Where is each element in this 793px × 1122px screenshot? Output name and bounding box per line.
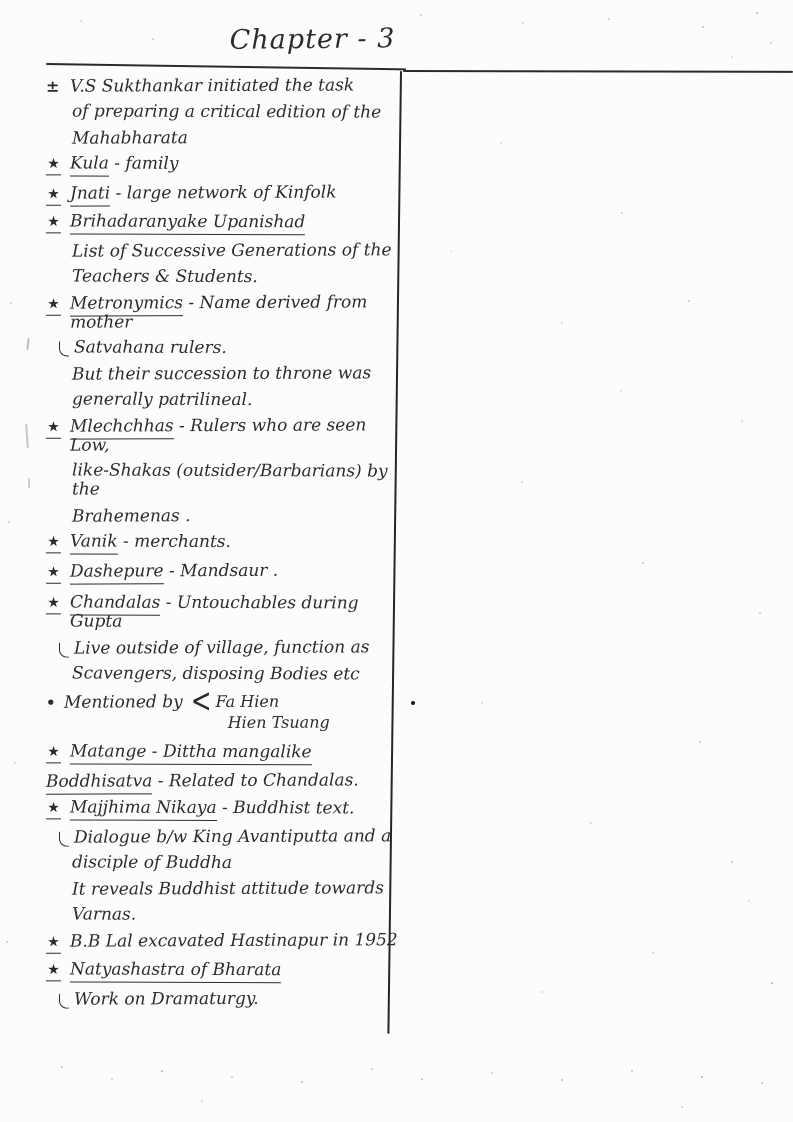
note-text [70,532,231,552]
brace-item: Hien Tsuang [227,712,330,732]
note-line [46,338,404,358]
star-bullet-icon: ★ [46,418,61,439]
note-text [72,390,252,410]
note-text [46,771,359,791]
left-margin-mark [26,338,29,350]
note-line [45,680,404,734]
left-margin-mark [28,478,30,488]
note-text-part: Dialogue b/w King Avantiputta and a [73,826,392,848]
note-term: Metronymics [70,293,183,316]
note-line [46,267,404,287]
note-text [72,664,360,684]
note-line [46,364,404,385]
note-text [70,76,354,96]
note-text-part: Satvahana rulers. [73,337,227,359]
brace-item: Fa Hien [215,691,280,712]
note-text-part: Scavengers, disposing Bodies etc [71,663,360,685]
note-text-part: It reveals Buddhist attitude towards [71,878,384,900]
note-line [46,241,404,262]
note-text [70,154,179,173]
note-text [70,742,312,762]
scan-noise [0,0,2,2]
note-line [46,212,404,235]
note-line [46,102,404,122]
note-line [46,827,404,848]
note-term: Jnati [70,184,110,207]
star-bullet-icon: ★ [46,593,61,614]
note-line [46,561,404,585]
note-line [46,853,404,873]
top-rule-left [46,63,406,70]
note-line [46,461,404,500]
note-text-part: - Untouchables during Gupta [69,592,359,632]
note-term: Brihadaranyake Upanishad [70,211,305,235]
sub-point-hook-icon [59,341,69,356]
note-text [72,461,404,500]
star-bullet-icon: ★ [46,532,61,553]
note-text [70,931,398,951]
note-line [46,506,404,527]
note-line [46,960,404,983]
note-text [74,338,227,358]
star-bullet-icon: ★ [46,563,61,584]
star-bullet-icon: ★ [46,742,61,763]
note-text [70,212,305,232]
note-text-part: disciple of Buddha [71,852,233,874]
note-line [46,664,404,684]
note-text [72,364,371,384]
note-text [72,241,392,261]
note-text [70,293,404,332]
brace-items [216,691,330,733]
note-term: Chandalas [70,592,160,615]
note-text [70,798,355,818]
note-text [64,693,183,713]
note-term: Boddhisatva [46,771,152,794]
note-line [46,154,404,177]
note-text-part: Teachers & Students. [71,266,258,288]
note-text-part: - family [108,153,179,174]
note-line [46,532,404,555]
note-text [72,853,232,873]
plus-minus-bullet-icon: ± [45,76,60,96]
note-text-part: - Buddhist text. [216,797,355,819]
note-text-part: Work on Dramaturgy. [73,988,259,1010]
note-text-part: Varnas. [71,904,137,925]
note-text-part: B.B Lal excavated Hastinapur in 1952 [69,930,398,952]
note-text-part: Mentioned by [63,692,183,713]
star-bullet-icon: ★ [46,212,61,233]
note-text-part: - large network of Kinfolk [110,182,337,204]
note-line [46,771,404,792]
note-text [72,267,258,287]
note-text-part: But their succession to throne was [71,363,372,385]
note-text-part: - Mandsaur . [163,560,279,582]
note-line [46,742,404,765]
note-text-part: - Related to Chandalas. [152,770,359,792]
note-term: Kula [70,153,109,176]
note-text-part: Mahabharata [71,128,188,149]
note-text [72,102,381,122]
note-text-part: - Rulers who are seen Low, [69,415,367,456]
note-text [70,593,404,632]
top-rule-right [403,70,793,73]
note-text-part: like-Shakas (outsider/Barbarians) by the [71,460,388,500]
note-text-part: Brahemenas . [71,506,191,527]
note-line [46,593,404,632]
note-line [46,293,404,333]
note-term: Vanik [70,531,118,554]
star-bullet-icon: ★ [46,185,61,206]
sub-point-hook-icon [59,643,69,658]
note-text [70,960,281,980]
note-line [46,638,404,659]
note-text-part: - Name derived from mother [69,292,368,333]
note-text-part: of preparing a critical edition of the [71,101,382,123]
note-text-part: generally patrilineal. [71,389,253,411]
note-text [72,879,384,899]
note-line [46,879,404,900]
note-text [70,184,337,204]
note-term: Matange - Dittha mangalike [70,741,312,765]
note-line [46,75,404,97]
note-term: Natyashastra of Bharata [70,959,281,983]
notes-column [46,76,404,1016]
note-term: Dashepure [70,561,164,584]
note-line [46,931,404,955]
note-text [74,990,259,1010]
note-line [46,905,404,925]
note-text [72,507,191,527]
note-line [46,416,404,456]
brace-icon: < [190,680,212,721]
note-text-part: Live outside of village, function as [73,637,370,659]
note-text [72,905,136,924]
note-text-part: V.S Sukthankar initiated the task [69,75,355,97]
note-term: Majjhima Nikaya [70,797,217,821]
sub-point-hook-icon [59,994,69,1009]
note-text [70,562,278,582]
note-line [46,798,404,821]
note-line [46,183,404,207]
star-bullet-icon: ★ [46,154,61,175]
dot-bullet-icon: • [45,693,56,712]
left-margin-mark [25,424,29,448]
page-title: Chapter - 3 [229,23,396,56]
note-text-part: - merchants. [117,531,231,553]
note-line [46,390,404,410]
star-bullet-icon: ★ [46,933,61,954]
star-bullet-icon: ★ [46,295,61,316]
sub-point-hook-icon [59,832,69,847]
note-line [46,989,404,1010]
ink-dot [411,701,415,705]
note-line [46,128,404,149]
star-bullet-icon: ★ [46,798,61,819]
note-term: Mlechchhas [70,416,174,439]
note-text [72,129,188,149]
note-text [74,638,370,658]
note-text [70,416,404,455]
star-bullet-icon: ★ [46,960,61,981]
note-text [74,827,391,847]
note-text-part: List of Successive Generations of the [71,240,392,262]
